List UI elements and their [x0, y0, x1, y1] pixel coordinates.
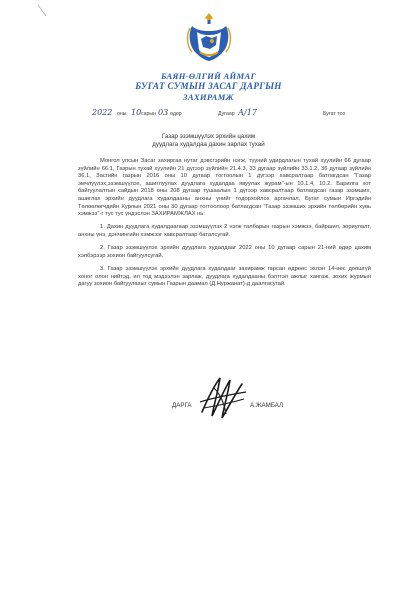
body-paragraph-1: 1. Дахин дуудлага худалдаагаар эзэмшүүлэх 2 нэгж талбарын газрын хэмжээ, байршил, зориулалт, анхны үнэ, дэнчингийн хэмжээг хавсралтаар баталсугай. — [78, 224, 371, 238]
signatory-title: ДАРГА — [172, 402, 192, 409]
organization-line-aimag: БАЯН-ӨЛГИЙ АЙМАГ — [160, 71, 257, 81]
body-paragraph-2: 2. Газар эзэмшүүлэх эрхийн дуудлага худалдааг 2022 оны 10 дугаар сарын 21-ний өдөр цахим хэлбэрээр зохион байгуулсугай. — [78, 245, 371, 259]
body-paragraph-3: 3. Газар эзэмшүүлэх эрхийн дуудлага худалдааг захирамж гарсан өдрөөс эхлэн 14-өөс доошгүй хоног олон нийтэд, ил тод мэдээлэн зарлаж, дуудлага худалдааны бэлтгэл ажлыг хангаж, зохих журмын дагуу зохион байгуулахыг сумын Газрын даамал (Д.Нуржанат)-д даалгасугай. — [78, 265, 371, 288]
date-day-suffix: өдөр — [170, 111, 182, 117]
document-type-title: ЗАХИРАМЖ — [183, 92, 234, 102]
subject-line-2: дуудлага худалдаа дахин зарлах тухай — [152, 141, 265, 148]
document-subject — [0, 133, 417, 149]
document-number: А/17 — [238, 108, 257, 117]
body-paragraph-preamble: Монгол улсын Засаг захиргаа нутаг дэвсгэрийн нэгж, түүний удирдлагын тухай хуулийн 66 дугаар зүйлийн 66.1, Газрын тухай хуулийн 21 дүгээр зүйлийн 21.4.3, 33 дугаар зүйлийн 33.1.2, 36 дугаар зүйлийн 36.1, Засгийн газрын 2016 оны 10 дугаар тогтоолын 1 дүгээр хавсралтаар батлагдсан "Газар эмчлүүлэх,эзэмшүүлэх, ашиглуулах дуудлага худалдаа явуулах журам"-ын 10.1.4, 10.2. Барилга хот байгуулалтын сайдын 2018 оны 208 дугаар тушаалын 1 дүгээр хавсралтаар батлагдсан газар эзэмших, ашиглах эрхийн дуудлага худалдааны анхны үнийг тодорхойлох аргачлал, Бугат сумын Иргэдийн Төлөөлөгчдийн Хурлын 2021 оны 30 дугаар тогтоолоор батлагдсан "Газар эзэмших эрхийн төлбөрийн хувь хэмжээ"-г тус тус үндэслэн ЗАХИРАМЖЛАХ нь: — [78, 158, 371, 218]
corner-pen-mark — [36, 4, 50, 18]
date-year: 2022 — [92, 108, 113, 117]
signatory-name: А.ЖАМБАЛ — [250, 402, 284, 409]
date-year-suffix: оны — [117, 111, 127, 117]
document-body — [78, 158, 371, 294]
document-number-label: Дугаар — [218, 111, 235, 117]
date-month: 10 — [131, 108, 142, 117]
state-emblem-icon — [186, 12, 232, 64]
subject-line-1: Газар эзэмшүүлэх эрхийн цахим — [161, 133, 256, 140]
organization-line-governor: БУГАТ СУМЫН ЗАСАГ ДАРГЫН — [135, 81, 282, 91]
issue-place: Бугат тоо — [323, 111, 346, 117]
signature-block — [0, 394, 417, 424]
date-day: 03 — [158, 108, 169, 117]
date-month-suffix: сарын — [141, 111, 156, 117]
handwritten-signature-icon — [194, 368, 252, 426]
